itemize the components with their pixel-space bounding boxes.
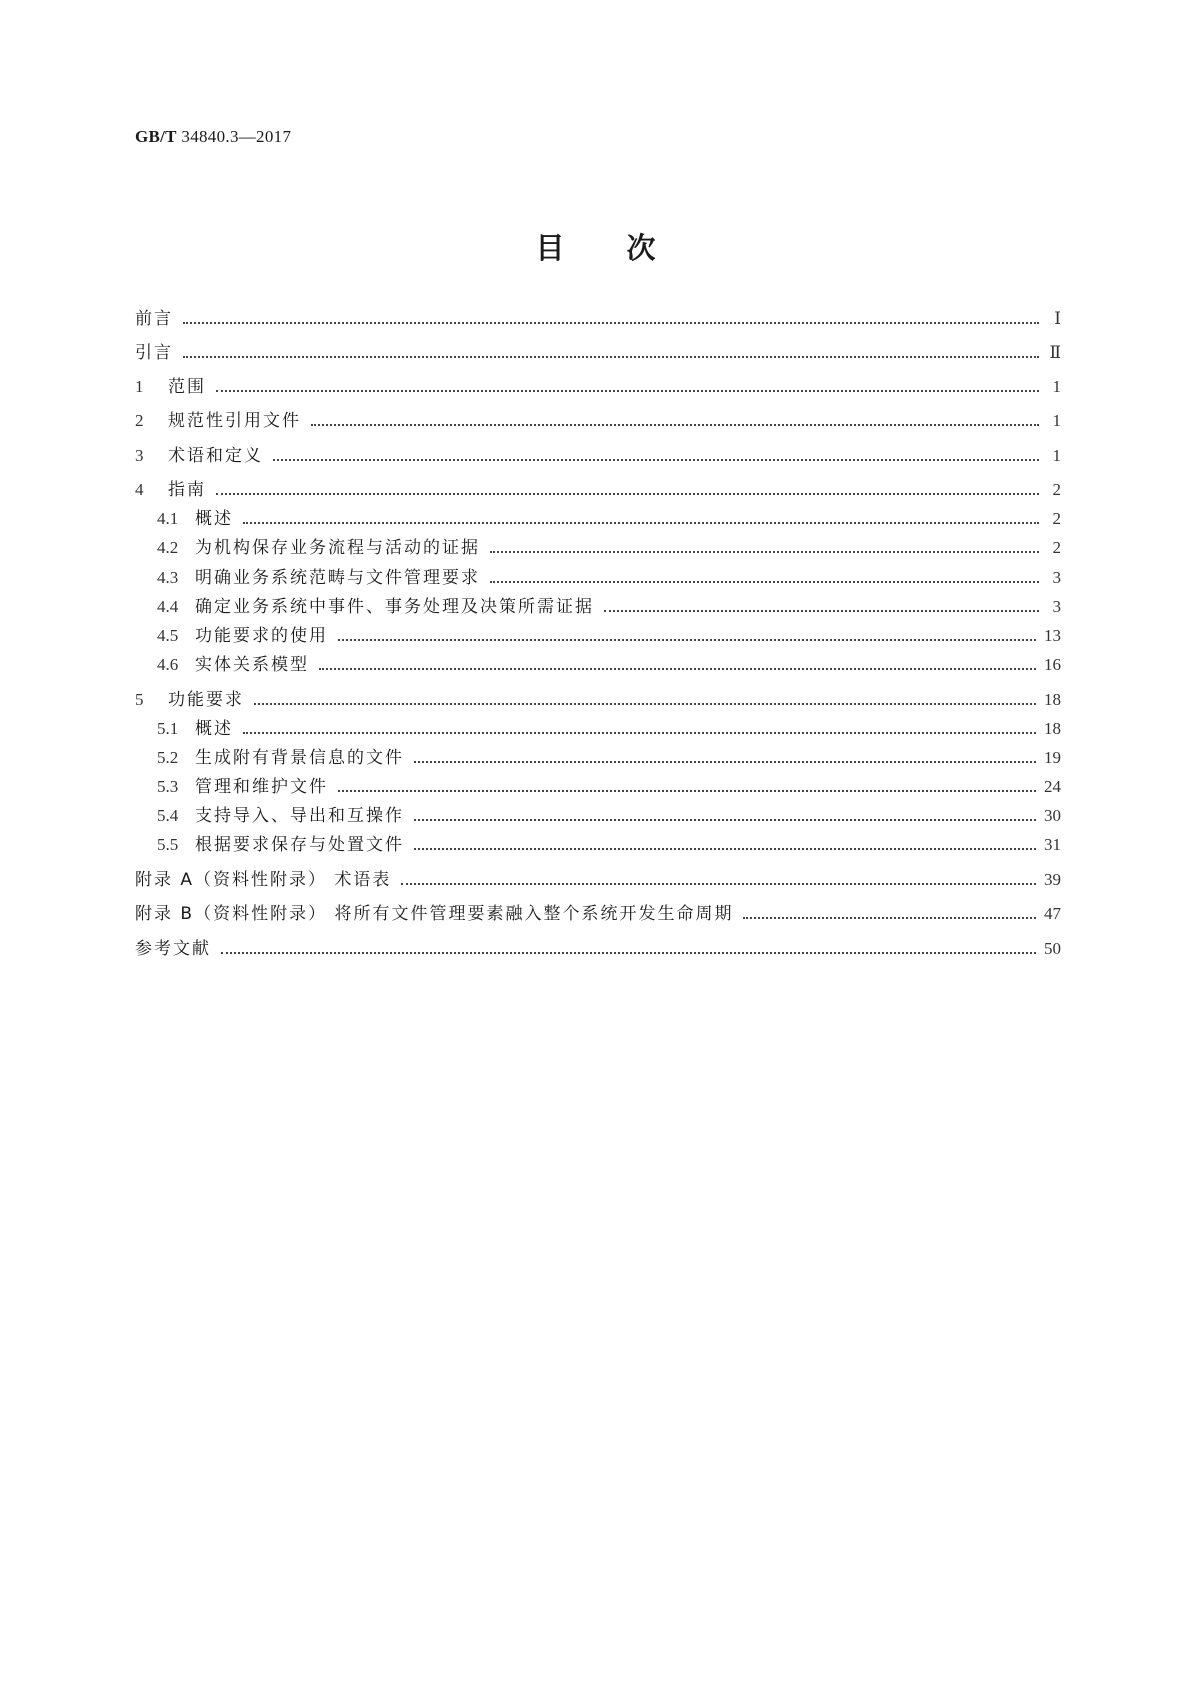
toc-dot-leader: [243, 522, 1039, 524]
toc-entry-number: 1: [135, 377, 144, 396]
toc-entry-page-number: 50: [1044, 939, 1061, 958]
toc-entry-number: 5.3: [157, 777, 179, 796]
toc-entry-label: 附录 B（资料性附录） 将所有文件管理要素融入整个系统开发生命周期: [135, 904, 734, 924]
toc-dot-leader: [743, 917, 1036, 919]
toc-entry-page-number: 19: [1044, 748, 1061, 767]
toc-entry-page-number: 18: [1044, 719, 1061, 738]
toc-entry-label: 根据要求保存与处置文件: [195, 835, 404, 855]
toc-entry-page-number: Ⅱ: [1049, 343, 1061, 362]
toc-title: [0, 226, 1191, 267]
toc-dot-leader: [216, 390, 1039, 392]
toc-dot-leader: [338, 790, 1036, 792]
toc-dot-leader: [319, 668, 1036, 670]
toc-entry-label: 生成附有背景信息的文件: [195, 748, 404, 768]
toc-entry-label: 明确业务系统范畴与文件管理要求: [195, 568, 480, 588]
toc-entry-page-number: 1: [1052, 411, 1061, 430]
toc-entry-number: 5.2: [157, 748, 179, 767]
toc-dot-leader: [254, 703, 1036, 705]
toc-entry-label: 功能要求: [168, 690, 244, 710]
toc-entry-number: 5.1: [157, 719, 179, 738]
toc-entry-label: 确定业务系统中事件、事务处理及决策所需证据: [195, 597, 594, 617]
toc-title-char-1: 目: [535, 231, 565, 265]
toc-dot-leader: [338, 639, 1036, 641]
toc-entry-page-number: 18: [1044, 690, 1061, 709]
document-code-prefix: GB/T: [135, 127, 177, 146]
toc-entry-label: 前言: [135, 309, 173, 329]
toc-entry-label: 参考文献: [135, 939, 211, 959]
toc-entry[interactable]: [157, 621, 1061, 647]
toc-entry[interactable]: [135, 406, 1061, 432]
toc-entry-number: 5.5: [157, 835, 179, 854]
toc-entry-label: 实体关系模型: [195, 655, 309, 675]
toc-entry[interactable]: [135, 475, 1061, 501]
toc-entry-label: 指南: [168, 480, 206, 500]
toc-entry-label: 功能要求的使用: [195, 626, 328, 646]
toc-dot-leader: [490, 581, 1039, 583]
toc-entry-page-number: Ⅰ: [1054, 309, 1061, 328]
toc-title-char-2: 次: [626, 231, 656, 265]
toc-entry-page-number: 3: [1052, 597, 1061, 616]
toc-entry-label: 附录 A（资料性附录） 术语表: [135, 870, 392, 890]
toc-entry-page-number: 24: [1044, 777, 1061, 796]
toc-entry-number: 4.6: [157, 655, 179, 674]
toc-entry-number: 4.4: [157, 597, 179, 616]
toc-entry[interactable]: [135, 441, 1061, 467]
toc-entry-label: 支持导入、导出和互操作: [195, 806, 404, 826]
toc-entry-label: 管理和维护文件: [195, 777, 328, 797]
toc-entry[interactable]: [135, 865, 1061, 891]
toc-entry-number: 4: [135, 480, 144, 499]
toc-entry[interactable]: [157, 743, 1061, 769]
toc-entry-page-number: 2: [1052, 538, 1061, 557]
toc-entry-page-number: 16: [1044, 655, 1061, 674]
toc-dot-leader: [414, 848, 1036, 850]
toc-dot-leader: [273, 459, 1039, 461]
toc-entry-number: 2: [135, 411, 144, 430]
toc-entry-page-number: 13: [1044, 626, 1061, 645]
toc-entry[interactable]: [157, 592, 1061, 618]
toc-entry-label: 为机构保存业务流程与活动的证据: [195, 538, 480, 558]
toc-dot-leader: [221, 952, 1036, 954]
toc-entry-page-number: 47: [1044, 904, 1061, 923]
toc-entry[interactable]: [157, 533, 1061, 559]
toc-entry[interactable]: [157, 504, 1061, 530]
toc-dot-leader: [490, 551, 1039, 553]
toc-entry[interactable]: [135, 934, 1061, 960]
toc-entry[interactable]: [135, 372, 1061, 398]
toc-entry-number: 3: [135, 446, 144, 465]
toc-dot-leader: [243, 732, 1036, 734]
toc-entry-number: 4.3: [157, 568, 179, 587]
toc-dot-leader: [414, 819, 1036, 821]
toc-entry-page-number: 2: [1052, 480, 1061, 499]
toc-entry-page-number: 31: [1044, 835, 1061, 854]
toc-dot-leader: [604, 610, 1039, 612]
toc-entry[interactable]: [157, 801, 1061, 827]
toc-entry-number: 4.2: [157, 538, 179, 557]
toc-entry-number: 5: [135, 690, 144, 709]
toc-entry[interactable]: [157, 714, 1061, 740]
toc-dot-leader: [414, 761, 1036, 763]
toc-entry-label: 概述: [195, 719, 233, 739]
toc-entry[interactable]: [157, 563, 1061, 589]
toc-dot-leader: [401, 883, 1036, 885]
toc-dot-leader: [311, 424, 1039, 426]
document-code: [135, 127, 291, 147]
toc-dot-leader: [183, 356, 1039, 358]
toc-entry-page-number: 1: [1052, 446, 1061, 465]
toc-entry-page-number: 1: [1052, 377, 1061, 396]
toc-dot-leader: [183, 322, 1039, 324]
toc-entry[interactable]: [157, 772, 1061, 798]
toc-entry-number: 4.5: [157, 626, 179, 645]
toc-entry-number: 5.4: [157, 806, 179, 825]
toc-entry-label: 规范性引用文件: [168, 411, 301, 431]
toc-dot-leader: [216, 493, 1039, 495]
toc-entry-page-number: 30: [1044, 806, 1061, 825]
toc-entry[interactable]: [135, 338, 1061, 364]
toc-entry-page-number: 39: [1044, 870, 1061, 889]
toc-entry-page-number: 2: [1052, 509, 1061, 528]
toc-entry-label: 术语和定义: [168, 446, 263, 466]
toc-entry-label: 概述: [195, 509, 233, 529]
toc-entry[interactable]: [157, 830, 1061, 856]
toc-entry-label: 引言: [135, 343, 173, 363]
toc-entry-number: 4.1: [157, 509, 179, 528]
toc-entry[interactable]: [135, 899, 1061, 925]
toc-entry-page-number: 3: [1052, 568, 1061, 587]
toc-entry[interactable]: [135, 304, 1061, 330]
toc-entry-label: 范围: [168, 377, 206, 397]
document-code-number: 34840.3—2017: [181, 127, 292, 146]
toc-entry[interactable]: [157, 650, 1061, 676]
toc-entry[interactable]: [135, 685, 1061, 711]
